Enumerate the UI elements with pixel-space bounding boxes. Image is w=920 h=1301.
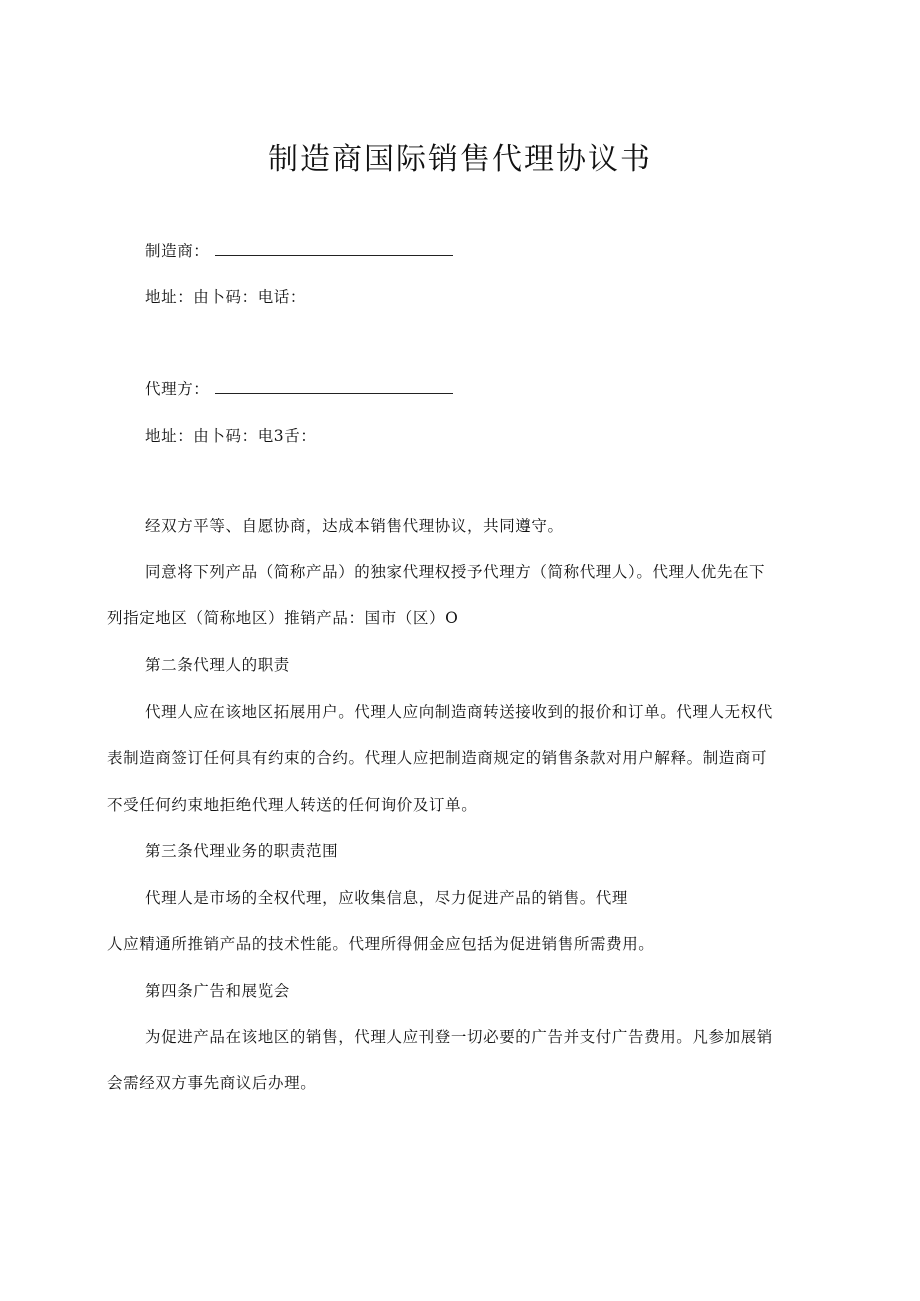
document-title: 制造商国际销售代理协议书 (268, 142, 652, 177)
manufacturer-label: 制造商： (145, 242, 210, 260)
agent-line (145, 377, 453, 401)
clause3-heading: 第三条代理业务的职责范围 (145, 842, 339, 860)
clause2-line1: 代理人应在该地区拓展用户。代理人应向制造商转送接收到的报价和订单。代理人无权代 (145, 703, 773, 721)
clause3-line1: 代理人是市场的全权代理，应收集信息，尽力促进产品的销售。代理 (145, 889, 629, 907)
clause2-heading: 第二条代理人的职责 (145, 656, 290, 674)
clause3-line2: 人应精通所推销产品的技术性能。代理所得佣金应包括为促进销售所需费用。 (107, 935, 655, 953)
clause1-line1: 同意将下列产品（简称产品）的独家代理权授予代理方（简称代理人）。代理人优先在下 (145, 563, 766, 581)
clause2-line3: 不受任何约束地拒绝代理人转送的任何询价及订单。 (107, 796, 478, 814)
manufacturer-address: 地址：由卜码：电话： (145, 288, 307, 306)
agent-address: 地址：由卜码：电3舌： (145, 427, 317, 445)
clause4-line2: 会需经双方事先商议后办理。 (107, 1074, 317, 1092)
agent-blank (215, 378, 453, 394)
intro-paragraph: 经双方平等、自愿协商，达成本销售代理协议，共同遵守。 (145, 517, 564, 535)
manufacturer-line (145, 239, 453, 263)
clause4-heading: 第四条广告和展览会 (145, 982, 290, 1000)
clause1-line2: 列指定地区（简称地区）推销产品：国市（区）O (107, 609, 459, 627)
clause4-line1: 为促进产品在该地区的销售，代理人应刊登一切必要的广告并支付广告费用。凡参加展销 (145, 1028, 773, 1046)
clause2-line2: 表制造商签订任何具有约束的合约。代理人应把制造商规定的销售条款对用户解释。制造商可 (107, 749, 768, 767)
manufacturer-blank (215, 240, 453, 256)
agent-label: 代理方： (145, 380, 210, 398)
